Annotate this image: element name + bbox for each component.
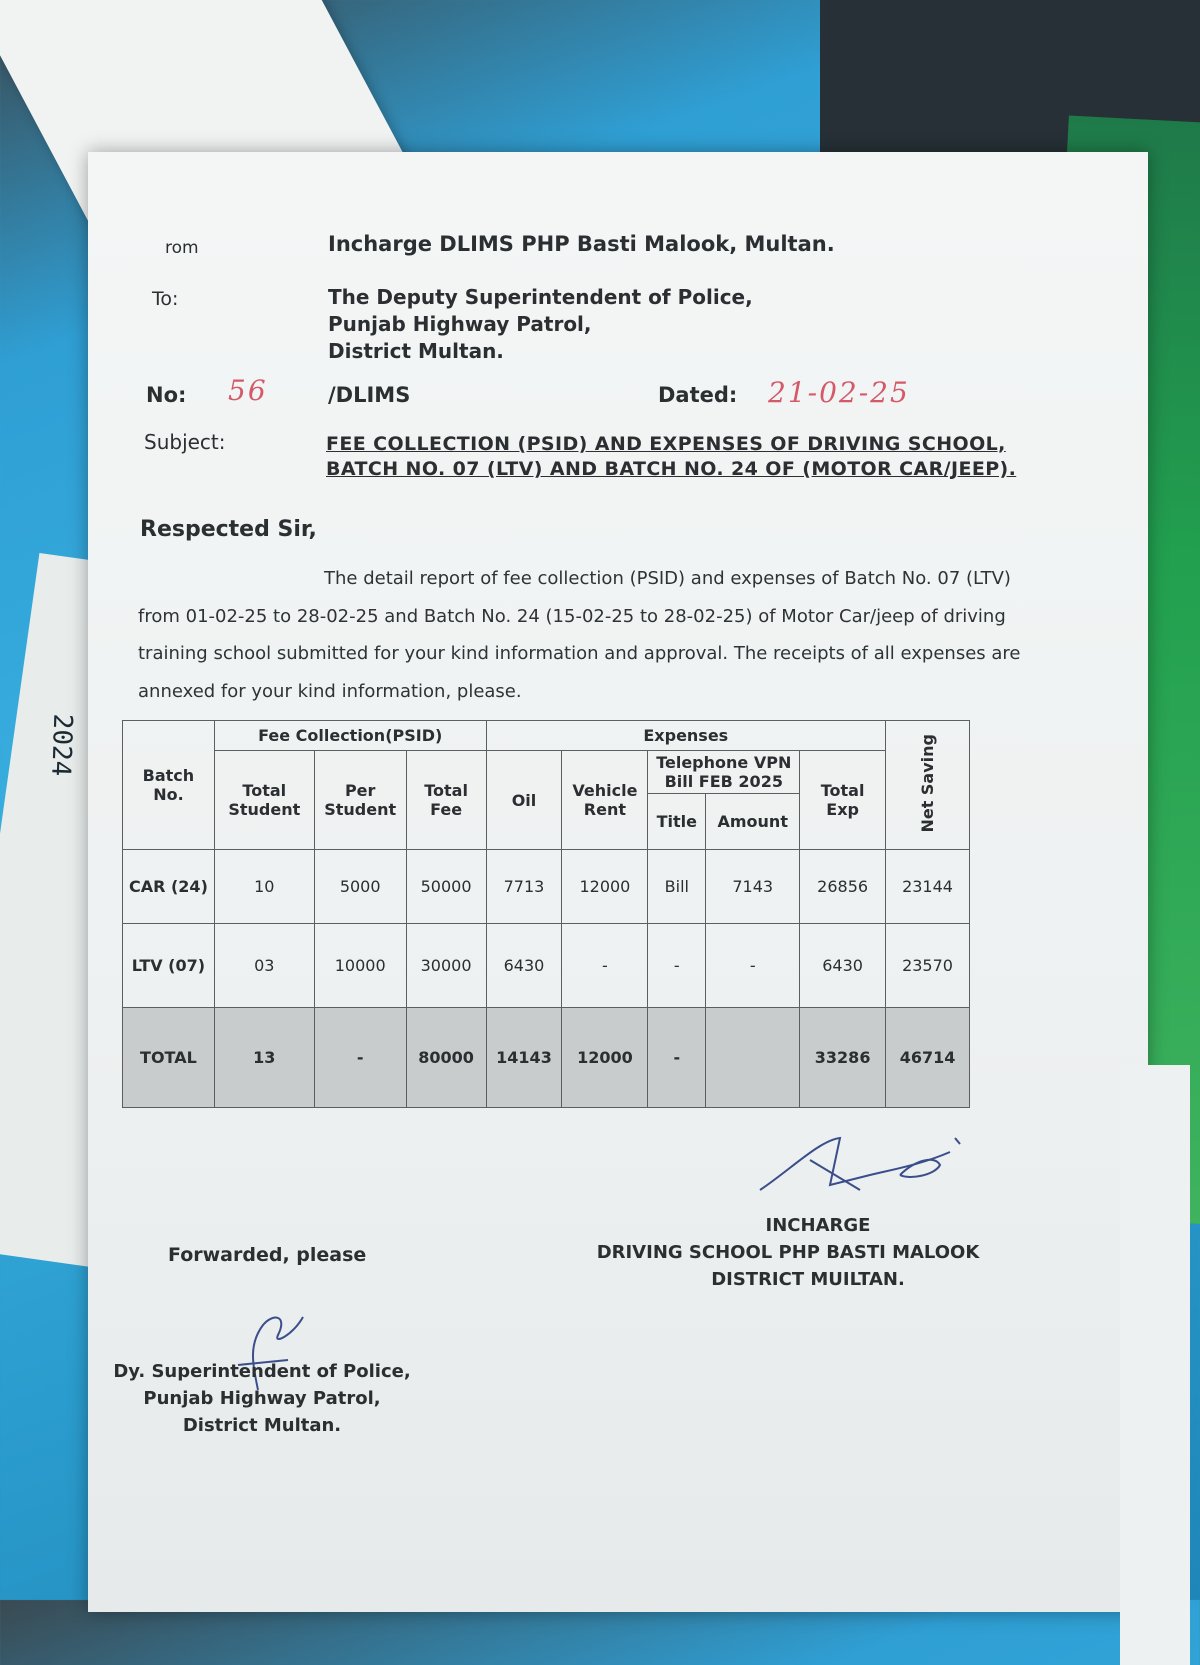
row-total-exp: 26856 [800, 850, 886, 924]
subject-text [326, 432, 1066, 482]
row-total-student: 10 [214, 850, 314, 924]
dsp-line-2: Punjab Highway Patrol, [143, 1388, 381, 1409]
total-fee: 80000 [406, 1008, 486, 1108]
incharge-line-2: DRIVING SCHOOL PHP BASTI MALOOK [596, 1242, 980, 1263]
header-net-saving-cell [886, 721, 970, 850]
no-number-handwritten: 56 [228, 374, 268, 407]
to-address [328, 284, 753, 365]
row-amount: 7143 [706, 850, 800, 924]
total-student: 13 [214, 1008, 314, 1108]
dsp-block [112, 1358, 412, 1439]
subject-label: Subject: [144, 430, 226, 454]
header-expenses: Expenses [486, 721, 886, 751]
header-fee-collection: Fee Collection(PSID) [214, 721, 486, 751]
header-total-exp: Total Exp [800, 751, 886, 850]
body-line-1: The detail report of fee collection (PSID) and expenses of Batch No. 07 (LTV) [324, 568, 1011, 589]
row-oil: 6430 [486, 924, 562, 1008]
letter-page-edge [1120, 1065, 1190, 1665]
row-per-student: 5000 [314, 850, 406, 924]
row-net-saving: 23570 [886, 924, 970, 1008]
header-total-fee: Total Fee [406, 751, 486, 850]
salutation: Respected Sir, [140, 517, 317, 542]
fee-expense-table [122, 720, 970, 1108]
body-paragraph [138, 560, 1066, 710]
row-per-student: 10000 [314, 924, 406, 1008]
to-line-3: District Multan. [328, 339, 504, 363]
row-oil: 7713 [486, 850, 562, 924]
forwarded-note: Forwarded, please [168, 1244, 367, 1266]
total-title: - [648, 1008, 706, 1108]
row-batch: LTV (07) [123, 924, 215, 1008]
total-exp: 33286 [800, 1008, 886, 1108]
body-line-3: training school submitted for your kind information and approval. The receipts of all expenses are [138, 643, 1021, 664]
table-row [123, 850, 970, 924]
row-vehicle-rent: - [562, 924, 648, 1008]
header-title: Title [648, 794, 706, 850]
header-batch-no: Batch No. [123, 721, 215, 850]
row-net-saving: 23144 [886, 850, 970, 924]
header-vehicle-rent: Vehicle Rent [562, 751, 648, 850]
no-suffix: /DLIMS [328, 383, 411, 407]
dsp-line-1: Dy. Superintendent of Police, [113, 1361, 411, 1382]
row-total-student: 03 [214, 924, 314, 1008]
total-oil: 14143 [486, 1008, 562, 1108]
header-amount: Amount [706, 794, 800, 850]
total-amount [706, 1008, 800, 1108]
header-net-saving: Net Saving [918, 733, 938, 833]
row-total-fee: 30000 [406, 924, 486, 1008]
dated-value-handwritten: 21-02-25 [768, 376, 910, 409]
row-title: Bill [648, 850, 706, 924]
to-label: To: [152, 288, 179, 310]
to-line-2: Punjab Highway Patrol, [328, 312, 592, 336]
total-net-saving: 46714 [886, 1008, 970, 1108]
table-row [123, 924, 970, 1008]
body-line-4: annexed for your kind information, please. [138, 680, 522, 702]
total-vehicle-rent: 12000 [562, 1008, 648, 1108]
no-label: No: [146, 383, 187, 407]
from-label: rom [165, 238, 199, 258]
row-title: - [648, 924, 706, 1008]
row-total-fee: 50000 [406, 850, 486, 924]
dsp-line-3: District Multan. [182, 1415, 342, 1436]
total-label: TOTAL [123, 1008, 215, 1108]
body-line-2: from 01-02-25 to 28-02-25 and Batch No. 24 (15-02-25 to 28-02-25) of Motor Car/jeep of driving [138, 605, 1006, 627]
incharge-signature-block [588, 1212, 988, 1293]
to-line-1: The Deputy Superintendent of Police, [328, 285, 753, 309]
background-side-text: 2024 [45, 713, 78, 777]
header-oil: Oil [486, 751, 562, 850]
incharge-signature [750, 1130, 980, 1210]
row-vehicle-rent: 12000 [562, 850, 648, 924]
dated-label: Dated: [658, 383, 738, 407]
total-row [123, 1008, 970, 1108]
header-telephone-vpn: Telephone VPN Bill FEB 2025 [648, 751, 800, 794]
incharge-line-3: DISTRICT MUILTAN. [711, 1269, 905, 1290]
subject-line-2: BATCH NO. 07 (LTV) AND BATCH NO. 24 OF (MOTOR CAR/JEEP). [326, 458, 1017, 480]
from-value: Incharge DLIMS PHP Basti Malook, Multan. [328, 232, 835, 256]
row-total-exp: 6430 [800, 924, 886, 1008]
header-per-student: Per Student [314, 751, 406, 850]
row-batch: CAR (24) [123, 850, 215, 924]
row-amount: - [706, 924, 800, 1008]
header-total-student: Total Student [214, 751, 314, 850]
subject-line-1: FEE COLLECTION (PSID) AND EXPENSES OF DRIVING SCHOOL, [326, 433, 1006, 455]
incharge-line-1: INCHARGE [765, 1215, 871, 1236]
total-per-student: - [314, 1008, 406, 1108]
